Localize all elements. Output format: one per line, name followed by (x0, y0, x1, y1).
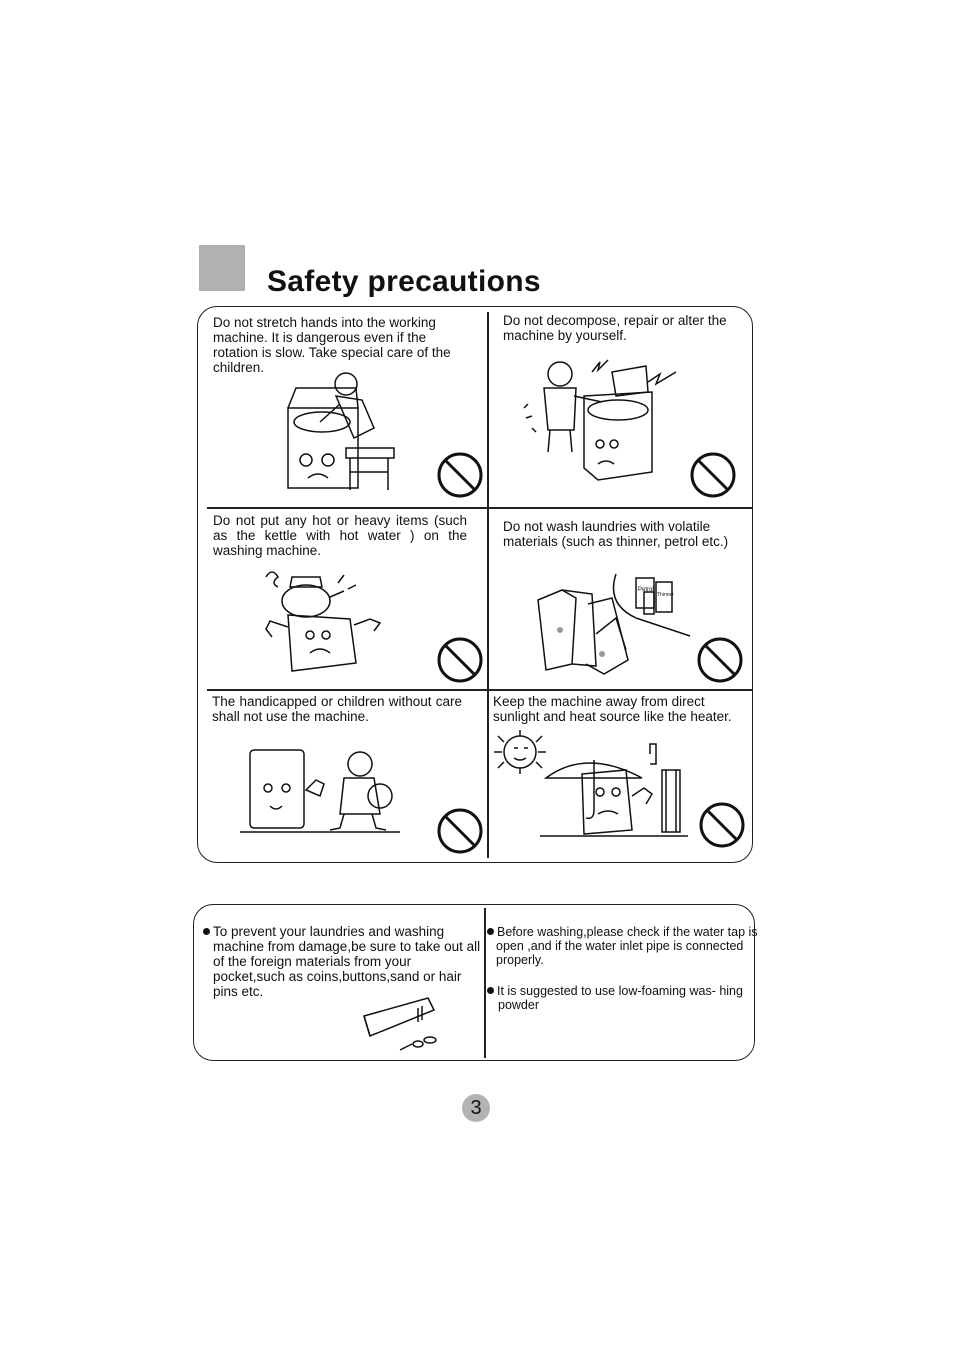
section-marker (199, 245, 245, 291)
prohibition-icon (689, 451, 737, 499)
tip-water-tap (487, 925, 761, 967)
tip-foreign-materials-text: To prevent your laundries and washing machine from damage,be sure to take out all of the foreign materials from your pocket,such as coins,buttons,sand or hair pins etc. (213, 924, 481, 999)
panel-divider-vertical (487, 312, 489, 858)
prohibition-icon (436, 807, 484, 855)
child-reaching-illustration (284, 368, 404, 492)
warning-text-volatile: Do not wash laundries with volatile materials (such as thinner, petrol etc.) (503, 519, 729, 549)
tip-foreign-materials (203, 924, 483, 999)
warning-text-children: The handicapped or children without care shall not use the machine. (212, 694, 462, 724)
panel-divider-row-1 (207, 507, 752, 509)
page-number: 3 (462, 1094, 490, 1122)
bullet-icon (487, 928, 494, 935)
kettle-on-machine-illustration (252, 563, 388, 673)
bullet-icon (487, 987, 494, 994)
prohibition-icon (436, 636, 484, 684)
sun-and-heater-illustration (490, 730, 690, 840)
repair-machine-illustration (518, 352, 683, 487)
tip-water-tap-text: Before washing,please check if the water tap is open ,and if the water inlet pipe is connected properly. (496, 925, 758, 967)
clothes-and-chemicals-illustration (532, 570, 692, 682)
tips-divider (484, 908, 486, 1058)
prohibition-icon (696, 636, 744, 684)
thinner-can-label: Thinner (657, 592, 674, 598)
petrol-can-label: Petrol (638, 587, 654, 593)
bullet-icon (203, 928, 210, 935)
warning-text-repair: Do not decompose, repair or alter the machine by yourself. (503, 313, 727, 343)
warning-text-heavy-items: Do not put any hot or heavy items (such as the kettle with hot water ) on the washing machine. (213, 513, 467, 558)
warning-text-sunlight: Keep the machine away from direct sunlight and heat source like the heater. (493, 694, 732, 724)
pocket-items-illustration (360, 994, 440, 1052)
child-and-machine-illustration (240, 744, 402, 836)
panel-divider-row-2 (207, 689, 752, 691)
warning-text-hands: Do not stretch hands into the working machine. It is dangerous even if the rotation is slow. Take special care of the children. (213, 315, 451, 375)
tip-low-foaming-text: It is suggested to use low-foaming was- hing powder (497, 984, 743, 1012)
prohibition-icon (436, 451, 484, 499)
prohibition-icon (698, 801, 746, 849)
tip-low-foaming (487, 984, 756, 1012)
page-title: Safety precautions (267, 265, 541, 298)
